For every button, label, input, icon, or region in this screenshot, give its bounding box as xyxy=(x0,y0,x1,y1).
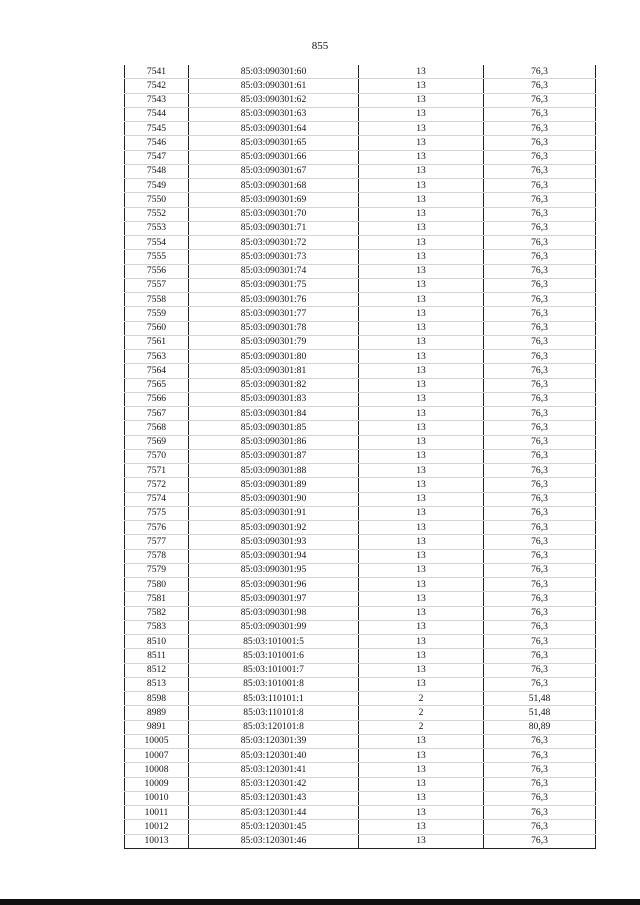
row-number-cell: 8513 xyxy=(125,677,189,691)
category-cell: 13 xyxy=(359,93,484,107)
registry-table-body xyxy=(125,65,596,848)
row-number-cell: 7541 xyxy=(125,65,189,79)
cadastral-number-cell: 85:03:090301:73 xyxy=(189,250,359,264)
area-cell: 51,48 xyxy=(484,692,596,706)
category-cell: 13 xyxy=(359,606,484,620)
row-number-cell: 9891 xyxy=(125,720,189,734)
table-row xyxy=(125,392,596,406)
cadastral-number-cell: 85:03:120301:45 xyxy=(189,820,359,834)
cadastral-number-cell: 85:03:090301:76 xyxy=(189,293,359,307)
area-cell: 76,3 xyxy=(484,492,596,506)
table-row xyxy=(125,307,596,321)
category-cell: 13 xyxy=(359,563,484,577)
category-cell: 13 xyxy=(359,506,484,520)
cadastral-number-cell: 85:03:101001:5 xyxy=(189,635,359,649)
table-row xyxy=(125,535,596,549)
cadastral-number-cell: 85:03:090301:89 xyxy=(189,478,359,492)
cadastral-number-cell: 85:03:090301:90 xyxy=(189,492,359,506)
row-number-cell: 7545 xyxy=(125,122,189,136)
row-number-cell: 7581 xyxy=(125,592,189,606)
cadastral-number-cell: 85:03:090301:64 xyxy=(189,122,359,136)
cadastral-number-cell: 85:03:120301:46 xyxy=(189,834,359,848)
row-number-cell: 10008 xyxy=(125,763,189,777)
category-cell: 13 xyxy=(359,407,484,421)
area-cell: 76,3 xyxy=(484,791,596,805)
area-cell: 76,3 xyxy=(484,164,596,178)
cadastral-number-cell: 85:03:120101:8 xyxy=(189,720,359,734)
cadastral-number-cell: 85:03:090301:92 xyxy=(189,521,359,535)
table-row xyxy=(125,236,596,250)
table-row xyxy=(125,164,596,178)
cadastral-number-cell: 85:03:101001:7 xyxy=(189,663,359,677)
row-number-cell: 7552 xyxy=(125,207,189,221)
row-number-cell: 7576 xyxy=(125,521,189,535)
page-number: 855 xyxy=(311,40,329,52)
table-row xyxy=(125,421,596,435)
area-cell: 76,3 xyxy=(484,535,596,549)
area-cell: 76,3 xyxy=(484,521,596,535)
table-row xyxy=(125,207,596,221)
cadastral-number-cell: 85:03:110101:8 xyxy=(189,706,359,720)
row-number-cell: 7577 xyxy=(125,535,189,549)
cadastral-number-cell: 85:03:120301:41 xyxy=(189,763,359,777)
table-row xyxy=(125,136,596,150)
area-cell: 76,3 xyxy=(484,435,596,449)
area-cell: 76,3 xyxy=(484,763,596,777)
category-cell: 13 xyxy=(359,350,484,364)
category-cell: 13 xyxy=(359,478,484,492)
cadastral-number-cell: 85:03:090301:87 xyxy=(189,449,359,463)
row-number-cell: 7571 xyxy=(125,464,189,478)
category-cell: 13 xyxy=(359,620,484,634)
category-cell: 13 xyxy=(359,492,484,506)
area-cell: 76,3 xyxy=(484,264,596,278)
row-number-cell: 7553 xyxy=(125,221,189,235)
category-cell: 13 xyxy=(359,164,484,178)
area-cell: 76,3 xyxy=(484,777,596,791)
table-row xyxy=(125,578,596,592)
table-row xyxy=(125,65,596,79)
category-cell: 13 xyxy=(359,107,484,121)
row-number-cell: 7579 xyxy=(125,563,189,577)
area-cell: 76,3 xyxy=(484,449,596,463)
category-cell: 13 xyxy=(359,79,484,93)
area-cell: 76,3 xyxy=(484,606,596,620)
table-row xyxy=(125,549,596,563)
area-cell: 76,3 xyxy=(484,478,596,492)
cadastral-number-cell: 85:03:090301:63 xyxy=(189,107,359,121)
area-cell: 76,3 xyxy=(484,150,596,164)
category-cell: 13 xyxy=(359,521,484,535)
area-cell: 76,3 xyxy=(484,749,596,763)
row-number-cell: 7567 xyxy=(125,407,189,421)
row-number-cell: 7566 xyxy=(125,392,189,406)
category-cell: 13 xyxy=(359,578,484,592)
area-cell: 76,3 xyxy=(484,464,596,478)
row-number-cell: 8512 xyxy=(125,663,189,677)
table-row xyxy=(125,378,596,392)
cadastral-number-cell: 85:03:090301:80 xyxy=(189,350,359,364)
table-row xyxy=(125,122,596,136)
row-number-cell: 10005 xyxy=(125,734,189,748)
table-row xyxy=(125,107,596,121)
cadastral-number-cell: 85:03:090301:83 xyxy=(189,392,359,406)
area-cell: 76,3 xyxy=(484,236,596,250)
area-cell: 76,3 xyxy=(484,179,596,193)
row-number-cell: 7556 xyxy=(125,264,189,278)
area-cell: 76,3 xyxy=(484,392,596,406)
table-row xyxy=(125,464,596,478)
category-cell: 13 xyxy=(359,820,484,834)
table-row xyxy=(125,435,596,449)
area-cell: 76,3 xyxy=(484,421,596,435)
area-cell: 76,3 xyxy=(484,307,596,321)
area-cell: 76,3 xyxy=(484,350,596,364)
area-cell: 76,3 xyxy=(484,65,596,79)
cadastral-number-cell: 85:03:090301:68 xyxy=(189,179,359,193)
table-row xyxy=(125,93,596,107)
table-row xyxy=(125,350,596,364)
area-cell: 76,3 xyxy=(484,734,596,748)
cadastral-number-cell: 85:03:101001:6 xyxy=(189,649,359,663)
cadastral-number-cell: 85:03:090301:97 xyxy=(189,592,359,606)
category-cell: 2 xyxy=(359,720,484,734)
table-row xyxy=(125,221,596,235)
area-cell: 76,3 xyxy=(484,122,596,136)
row-number-cell: 7547 xyxy=(125,150,189,164)
row-number-cell: 10010 xyxy=(125,791,189,805)
row-number-cell: 7558 xyxy=(125,293,189,307)
category-cell: 13 xyxy=(359,136,484,150)
category-cell: 13 xyxy=(359,193,484,207)
category-cell: 13 xyxy=(359,834,484,848)
row-number-cell: 7568 xyxy=(125,421,189,435)
category-cell: 13 xyxy=(359,592,484,606)
row-number-cell: 7559 xyxy=(125,307,189,321)
area-cell: 76,3 xyxy=(484,506,596,520)
table-row xyxy=(125,563,596,577)
cadastral-number-cell: 85:03:090301:86 xyxy=(189,435,359,449)
table-row xyxy=(125,478,596,492)
category-cell: 13 xyxy=(359,293,484,307)
table-row xyxy=(125,620,596,634)
row-number-cell: 7572 xyxy=(125,478,189,492)
row-number-cell: 7583 xyxy=(125,620,189,634)
cadastral-number-cell: 85:03:120301:44 xyxy=(189,806,359,820)
table-row xyxy=(125,763,596,777)
category-cell: 13 xyxy=(359,250,484,264)
table-row xyxy=(125,449,596,463)
cadastral-number-cell: 85:03:090301:61 xyxy=(189,79,359,93)
cadastral-number-cell: 85:03:090301:71 xyxy=(189,221,359,235)
table-row xyxy=(125,150,596,164)
cadastral-number-cell: 85:03:090301:65 xyxy=(189,136,359,150)
area-cell: 76,3 xyxy=(484,806,596,820)
cadastral-number-cell: 85:03:101001:8 xyxy=(189,677,359,691)
row-number-cell: 7561 xyxy=(125,335,189,349)
cadastral-number-cell: 85:03:090301:62 xyxy=(189,93,359,107)
table-row xyxy=(125,677,596,691)
area-cell: 76,3 xyxy=(484,335,596,349)
area-cell: 76,3 xyxy=(484,107,596,121)
area-cell: 76,3 xyxy=(484,649,596,663)
table-row xyxy=(125,663,596,677)
area-cell: 80,89 xyxy=(484,720,596,734)
area-cell: 76,3 xyxy=(484,79,596,93)
table-row xyxy=(125,492,596,506)
category-cell: 13 xyxy=(359,264,484,278)
cadastral-number-cell: 85:03:090301:67 xyxy=(189,164,359,178)
row-number-cell: 7563 xyxy=(125,350,189,364)
cadastral-number-cell: 85:03:090301:72 xyxy=(189,236,359,250)
category-cell: 13 xyxy=(359,364,484,378)
table-row xyxy=(125,193,596,207)
area-cell: 76,3 xyxy=(484,820,596,834)
row-number-cell: 10007 xyxy=(125,749,189,763)
table-row xyxy=(125,264,596,278)
area-cell: 76,3 xyxy=(484,193,596,207)
table-row xyxy=(125,734,596,748)
table-row xyxy=(125,606,596,620)
table-row xyxy=(125,364,596,378)
category-cell: 13 xyxy=(359,221,484,235)
cadastral-number-cell: 85:03:110101:1 xyxy=(189,692,359,706)
category-cell: 13 xyxy=(359,806,484,820)
table-row xyxy=(125,521,596,535)
cadastral-number-cell: 85:03:120301:39 xyxy=(189,734,359,748)
category-cell: 13 xyxy=(359,549,484,563)
category-cell: 13 xyxy=(359,278,484,292)
cadastral-number-cell: 85:03:090301:94 xyxy=(189,549,359,563)
table-row xyxy=(125,278,596,292)
row-number-cell: 10009 xyxy=(125,777,189,791)
area-cell: 76,3 xyxy=(484,321,596,335)
cadastral-number-cell: 85:03:090301:93 xyxy=(189,535,359,549)
row-number-cell: 7549 xyxy=(125,179,189,193)
area-cell: 76,3 xyxy=(484,677,596,691)
category-cell: 13 xyxy=(359,207,484,221)
area-cell: 76,3 xyxy=(484,620,596,634)
table-row xyxy=(125,777,596,791)
row-number-cell: 7569 xyxy=(125,435,189,449)
table-row xyxy=(125,791,596,805)
category-cell: 13 xyxy=(359,307,484,321)
cadastral-number-cell: 85:03:090301:84 xyxy=(189,407,359,421)
table-row xyxy=(125,321,596,335)
cadastral-number-cell: 85:03:090301:70 xyxy=(189,207,359,221)
row-number-cell: 8510 xyxy=(125,635,189,649)
row-number-cell: 10013 xyxy=(125,834,189,848)
area-cell: 76,3 xyxy=(484,250,596,264)
category-cell: 13 xyxy=(359,663,484,677)
category-cell: 13 xyxy=(359,378,484,392)
category-cell: 13 xyxy=(359,535,484,549)
table-row xyxy=(125,635,596,649)
table-row xyxy=(125,592,596,606)
row-number-cell: 7578 xyxy=(125,549,189,563)
row-number-cell: 7570 xyxy=(125,449,189,463)
area-cell: 76,3 xyxy=(484,549,596,563)
row-number-cell: 7557 xyxy=(125,278,189,292)
category-cell: 13 xyxy=(359,335,484,349)
category-cell: 13 xyxy=(359,464,484,478)
area-cell: 76,3 xyxy=(484,364,596,378)
area-cell: 76,3 xyxy=(484,93,596,107)
cadastral-number-cell: 85:03:090301:74 xyxy=(189,264,359,278)
area-cell: 51,48 xyxy=(484,706,596,720)
cadastral-number-cell: 85:03:090301:98 xyxy=(189,606,359,620)
row-number-cell: 8989 xyxy=(125,706,189,720)
area-cell: 76,3 xyxy=(484,278,596,292)
category-cell: 2 xyxy=(359,706,484,720)
category-cell: 13 xyxy=(359,435,484,449)
cadastral-number-cell: 85:03:120301:42 xyxy=(189,777,359,791)
category-cell: 13 xyxy=(359,150,484,164)
area-cell: 76,3 xyxy=(484,663,596,677)
table-row xyxy=(125,706,596,720)
area-cell: 76,3 xyxy=(484,378,596,392)
row-number-cell: 7560 xyxy=(125,321,189,335)
row-number-cell: 7580 xyxy=(125,578,189,592)
row-number-cell: 7554 xyxy=(125,236,189,250)
cadastral-number-cell: 85:03:090301:78 xyxy=(189,321,359,335)
category-cell: 13 xyxy=(359,421,484,435)
cadastral-number-cell: 85:03:090301:81 xyxy=(189,364,359,378)
cadastral-number-cell: 85:03:120301:43 xyxy=(189,791,359,805)
cadastral-number-cell: 85:03:090301:75 xyxy=(189,278,359,292)
category-cell: 13 xyxy=(359,749,484,763)
category-cell: 2 xyxy=(359,692,484,706)
category-cell: 13 xyxy=(359,649,484,663)
area-cell: 76,3 xyxy=(484,407,596,421)
cadastral-number-cell: 85:03:090301:77 xyxy=(189,307,359,321)
category-cell: 13 xyxy=(359,392,484,406)
category-cell: 13 xyxy=(359,449,484,463)
row-number-cell: 8598 xyxy=(125,692,189,706)
area-cell: 76,3 xyxy=(484,207,596,221)
area-cell: 76,3 xyxy=(484,293,596,307)
area-cell: 76,3 xyxy=(484,563,596,577)
table-row xyxy=(125,407,596,421)
table-row xyxy=(125,506,596,520)
row-number-cell: 7575 xyxy=(125,506,189,520)
category-cell: 13 xyxy=(359,236,484,250)
area-cell: 76,3 xyxy=(484,578,596,592)
cadastral-number-cell: 85:03:090301:66 xyxy=(189,150,359,164)
cadastral-number-cell: 85:03:090301:88 xyxy=(189,464,359,478)
cadastral-number-cell: 85:03:090301:82 xyxy=(189,378,359,392)
table-row xyxy=(125,834,596,848)
row-number-cell: 7546 xyxy=(125,136,189,150)
row-number-cell: 7544 xyxy=(125,107,189,121)
table-row xyxy=(125,250,596,264)
cadastral-number-cell: 85:03:090301:79 xyxy=(189,335,359,349)
cadastral-number-cell: 85:03:090301:60 xyxy=(189,65,359,79)
area-cell: 76,3 xyxy=(484,221,596,235)
category-cell: 13 xyxy=(359,791,484,805)
area-cell: 76,3 xyxy=(484,834,596,848)
category-cell: 13 xyxy=(359,122,484,136)
cadastral-number-cell: 85:03:090301:85 xyxy=(189,421,359,435)
table-row xyxy=(125,692,596,706)
row-number-cell: 7564 xyxy=(125,364,189,378)
row-number-cell: 10011 xyxy=(125,806,189,820)
table-row xyxy=(125,79,596,93)
row-number-cell: 7550 xyxy=(125,193,189,207)
cadastral-number-cell: 85:03:090301:69 xyxy=(189,193,359,207)
cadastral-number-cell: 85:03:120301:40 xyxy=(189,749,359,763)
category-cell: 13 xyxy=(359,179,484,193)
table-row xyxy=(125,649,596,663)
cadastral-number-cell: 85:03:090301:99 xyxy=(189,620,359,634)
table-row xyxy=(125,806,596,820)
category-cell: 13 xyxy=(359,763,484,777)
category-cell: 13 xyxy=(359,65,484,79)
cadastral-number-cell: 85:03:090301:91 xyxy=(189,506,359,520)
category-cell: 13 xyxy=(359,777,484,791)
row-number-cell: 7543 xyxy=(125,93,189,107)
table-row xyxy=(125,335,596,349)
row-number-cell: 7555 xyxy=(125,250,189,264)
table-row xyxy=(125,820,596,834)
row-number-cell: 7542 xyxy=(125,79,189,93)
registry-table xyxy=(124,65,596,849)
area-cell: 76,3 xyxy=(484,136,596,150)
row-number-cell: 8511 xyxy=(125,649,189,663)
category-cell: 13 xyxy=(359,321,484,335)
area-cell: 76,3 xyxy=(484,635,596,649)
category-cell: 13 xyxy=(359,734,484,748)
table-row xyxy=(125,749,596,763)
row-number-cell: 7565 xyxy=(125,378,189,392)
area-cell: 76,3 xyxy=(484,592,596,606)
cadastral-number-cell: 85:03:090301:96 xyxy=(189,578,359,592)
row-number-cell: 7582 xyxy=(125,606,189,620)
table-row xyxy=(125,293,596,307)
scan-bottom-edge xyxy=(0,899,640,905)
cadastral-number-cell: 85:03:090301:95 xyxy=(189,563,359,577)
row-number-cell: 10012 xyxy=(125,820,189,834)
table-row xyxy=(125,179,596,193)
row-number-cell: 7548 xyxy=(125,164,189,178)
category-cell: 13 xyxy=(359,677,484,691)
category-cell: 13 xyxy=(359,635,484,649)
table-row xyxy=(125,720,596,734)
row-number-cell: 7574 xyxy=(125,492,189,506)
